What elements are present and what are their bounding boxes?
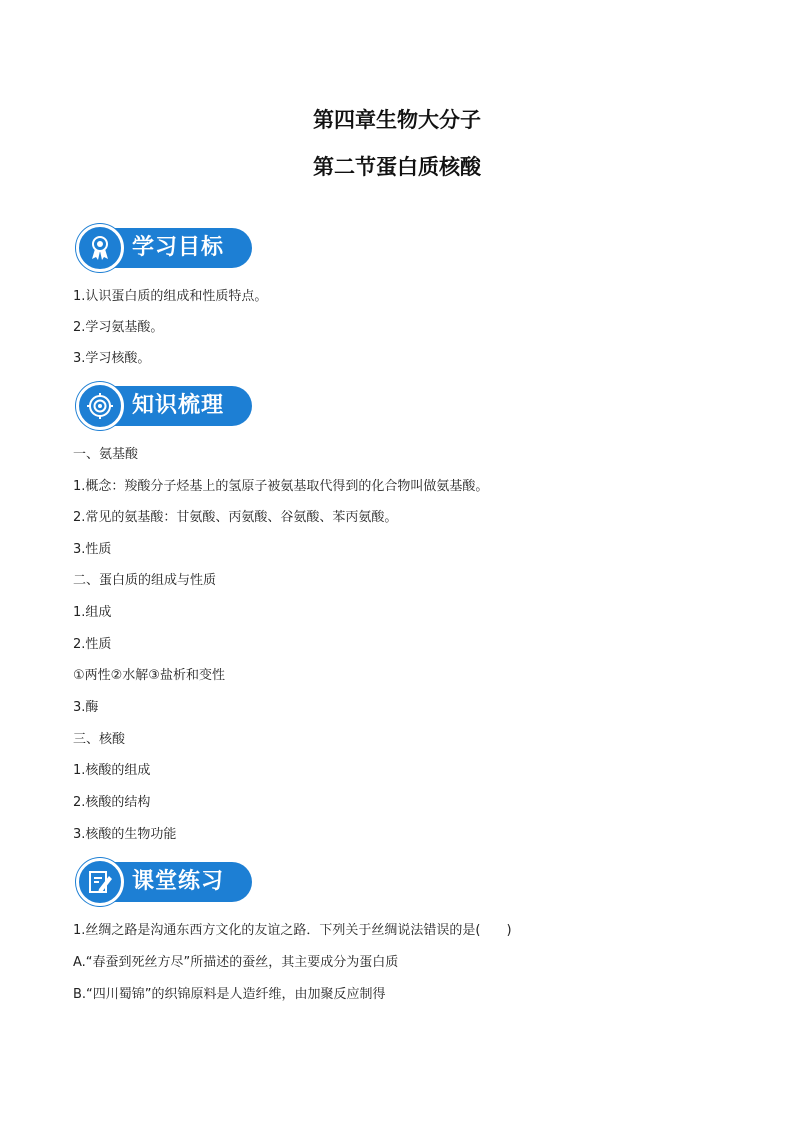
goal-item: 2.学习氨基酸。	[73, 320, 164, 335]
knowledge-item: 3.性质	[73, 542, 112, 557]
section-banner-practice	[76, 858, 252, 906]
goal-item: 3.学习核酸。	[73, 351, 151, 366]
answer-option: B.“四川蜀锦”的织锦原料是人造纤维，由加聚反应制得	[73, 987, 386, 1002]
target-icon	[86, 392, 114, 420]
section-banner-knowledge	[76, 382, 252, 430]
question-stem: 1.丝绸之路是沟通东西方文化的友谊之路．下列关于丝绸说法错误的是( )	[73, 923, 512, 938]
knowledge-item: 2.核酸的结构	[73, 795, 151, 810]
pencil-note-icon	[86, 868, 114, 896]
knowledge-item: 1.核酸的组成	[73, 763, 151, 778]
knowledge-item: 三、核酸	[73, 732, 126, 747]
knowledge-item: 2.性质	[73, 637, 112, 652]
knowledge-item: ①两性②水解③盐析和变性	[73, 668, 225, 683]
knowledge-item: 二、蛋白质的组成与性质	[73, 573, 217, 588]
answer-option: A.“春蚕到死丝方尽”所描述的蚕丝，其主要成分为蛋白质	[73, 955, 399, 970]
section-title-goals: 学习目标	[132, 235, 225, 260]
knowledge-item: 3.核酸的生物功能	[73, 827, 177, 842]
knowledge-item: 2.常见的氨基酸：甘氨酸、丙氨酸、谷氨酸、苯丙氨酸。	[73, 510, 398, 525]
section-title-knowledge: 知识梳理	[132, 393, 225, 418]
knowledge-item: 1.组成	[73, 605, 112, 620]
section-banner-goals	[76, 224, 252, 272]
page-subtitle: 第二节蛋白质核酸	[313, 154, 481, 179]
section-title-practice: 课堂练习	[132, 869, 225, 894]
award-ribbon-icon	[86, 234, 114, 262]
knowledge-item: 3.酶	[73, 700, 99, 715]
knowledge-item: 1.概念：羧酸分子烃基上的氢原子被氨基取代得到的化合物叫做氨基酸。	[73, 479, 489, 494]
page-title: 第四章生物大分子	[313, 107, 481, 132]
goal-item: 1.认识蛋白质的组成和性质特点。	[73, 289, 268, 304]
knowledge-item: 一、氨基酸	[73, 447, 139, 462]
